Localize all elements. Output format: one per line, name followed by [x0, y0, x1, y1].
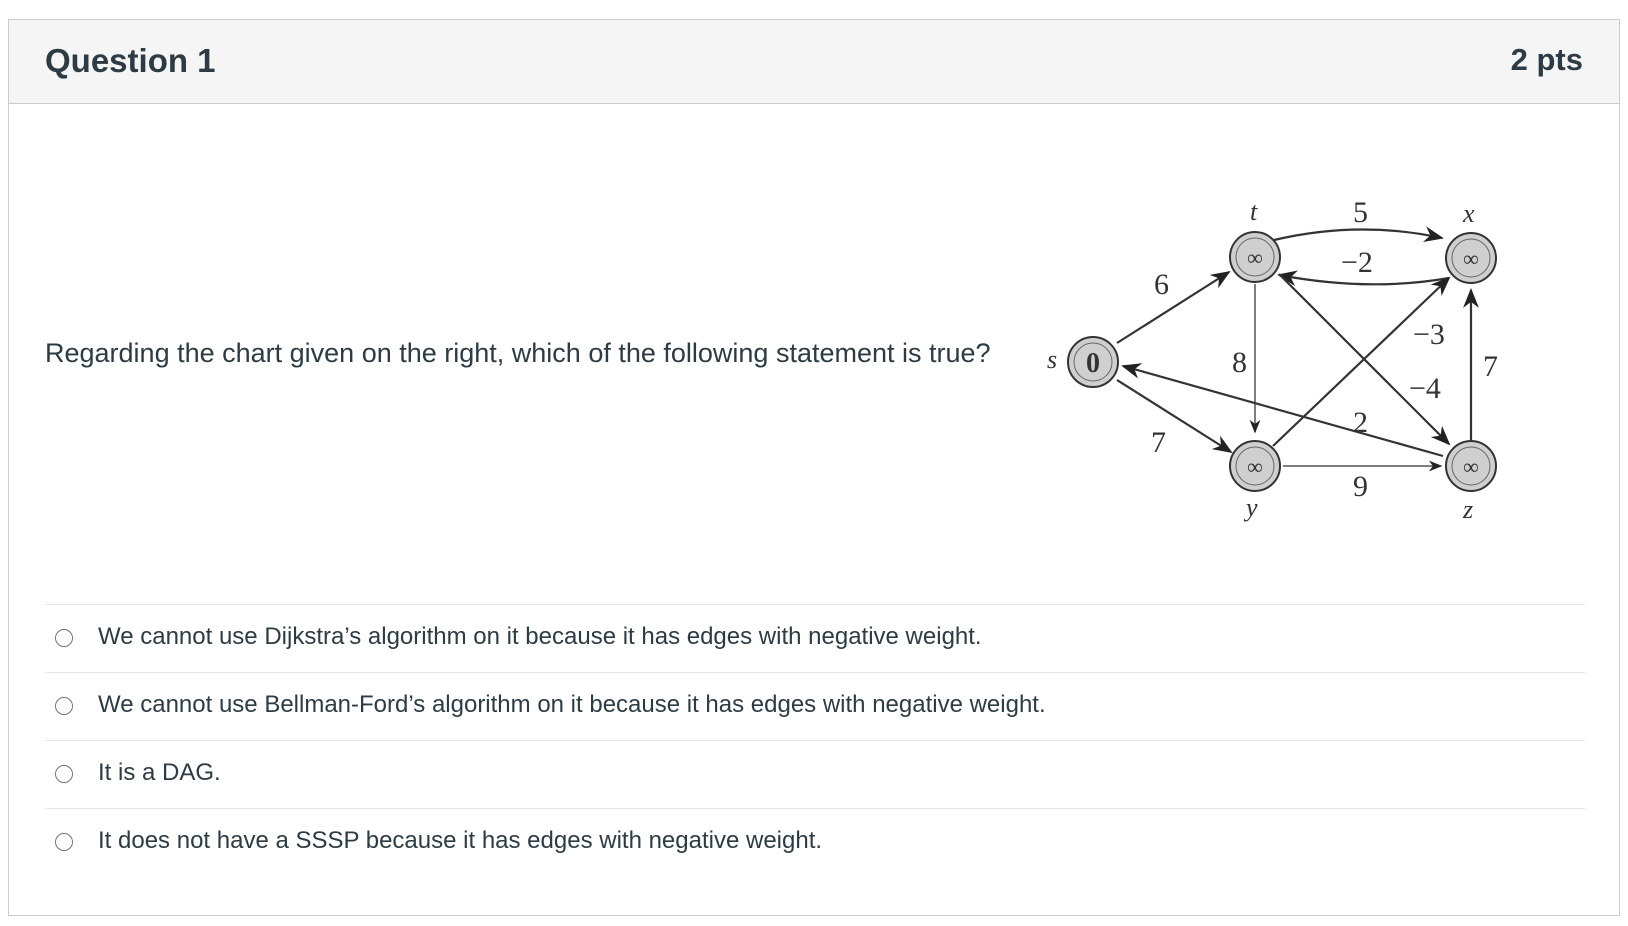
weight-z-x: 7: [1483, 350, 1498, 383]
weight-t-z: −4: [1409, 372, 1441, 405]
node-x-value: ∞: [1463, 246, 1479, 271]
node-s-label: s: [1047, 345, 1058, 374]
question-header: [9, 20, 1619, 104]
node-x-label: x: [1463, 199, 1475, 228]
node-x: [1446, 199, 1496, 283]
answer-option-2[interactable]: [45, 672, 1585, 740]
weight-y-x: −3: [1413, 318, 1445, 351]
answer-label[interactable]: We cannot use Bellman-Ford’s algorithm on it because it has edges with negative weight.: [98, 691, 1046, 718]
edge-z-s: [1123, 366, 1443, 456]
answer-label[interactable]: We cannot use Dijkstra’s algorithm on it because it has edges with negative weight.: [98, 623, 982, 650]
question-points: 2 pts: [1510, 42, 1583, 77]
node-z: [1446, 441, 1496, 524]
graph-figure: [1047, 180, 1569, 560]
node-y: [1230, 441, 1280, 522]
answer-option-3[interactable]: [45, 740, 1585, 808]
answer-option-4[interactable]: [45, 808, 1585, 876]
answer-list: [45, 604, 1585, 876]
weight-x-t: −2: [1341, 246, 1373, 279]
node-t: [1230, 197, 1280, 282]
question-title: Question 1: [45, 42, 216, 79]
node-s: [1047, 337, 1118, 387]
edge-t-x: [1274, 229, 1442, 240]
node-t-label: t: [1250, 197, 1258, 226]
node-y-value: ∞: [1247, 454, 1263, 479]
node-z-label: z: [1463, 495, 1474, 524]
question-card: [8, 19, 1620, 916]
weight-y-z: 9: [1353, 470, 1368, 503]
edge-s-t: [1117, 272, 1229, 343]
node-s-value: 0: [1086, 348, 1100, 379]
node-y-label: y: [1246, 493, 1258, 522]
radio-button[interactable]: [55, 629, 73, 647]
radio-button[interactable]: [55, 833, 73, 851]
node-t-value: ∞: [1247, 245, 1263, 270]
weight-t-y: 8: [1232, 346, 1247, 379]
weight-s-t: 6: [1154, 268, 1169, 301]
answer-label[interactable]: It does not have a SSSP because it has edges with negative weight.: [98, 827, 823, 854]
radio-button[interactable]: [55, 697, 73, 715]
weight-t-x: 5: [1353, 196, 1368, 229]
radio-button[interactable]: [55, 765, 73, 783]
answer-option-1[interactable]: [45, 604, 1585, 672]
answer-label[interactable]: It is a DAG.: [98, 759, 221, 786]
node-z-value: ∞: [1463, 454, 1479, 479]
question-prompt: Regarding the chart given on the right, which of the following statement is true?: [45, 338, 991, 368]
weight-s-y: 7: [1151, 426, 1166, 459]
weight-z-s: 2: [1353, 406, 1368, 439]
